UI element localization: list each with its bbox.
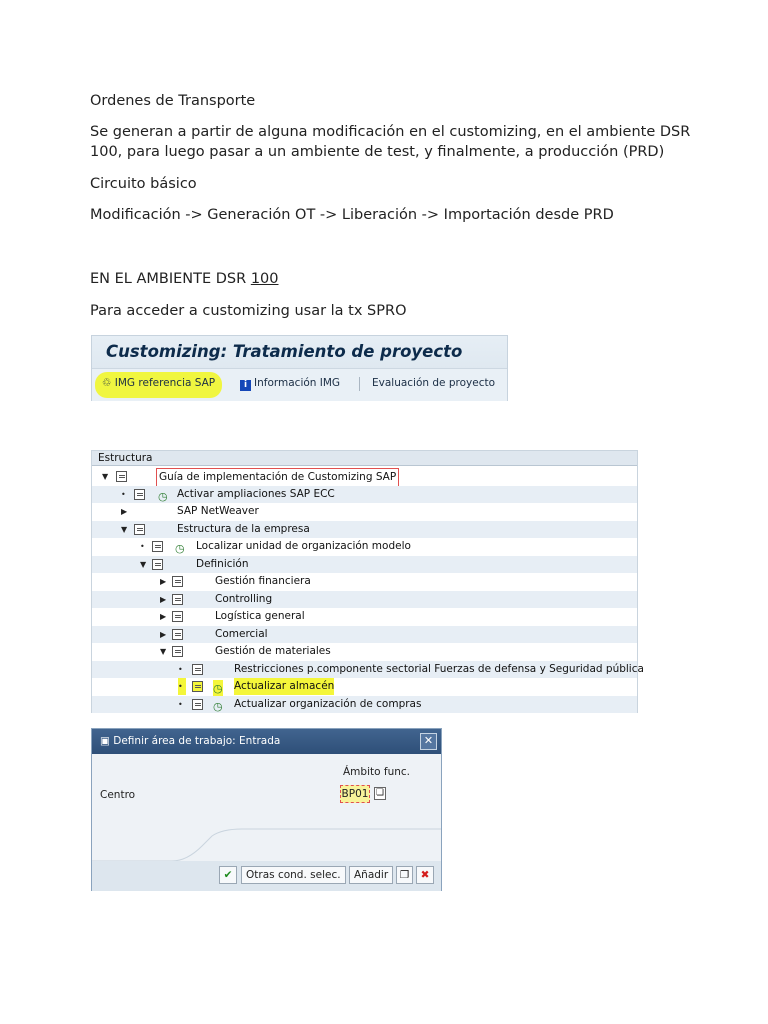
ambiente-number: 100 — [250, 271, 279, 287]
flow-text: Modificación -> Generación OT -> Liberación -> Importación desde PRD — [90, 207, 614, 223]
clock-icon: ◷ — [213, 682, 223, 695]
tree-label: Restricciones p.componente sectorial Fuerzas de defensa y Seguridad pública — [234, 662, 644, 675]
document-icon — [134, 489, 145, 500]
img-tree-screenshot — [91, 450, 644, 713]
tree-row[interactable] — [92, 468, 637, 485]
bullet-icon: • — [121, 489, 126, 499]
img-ref-label: IMG referencia SAP — [114, 377, 216, 389]
glasses-icon: ♲ — [102, 377, 112, 389]
tree-label: SAP NetWeaver — [177, 505, 259, 517]
tree-row[interactable] — [92, 626, 637, 643]
confirm-button[interactable]: ✔ — [219, 866, 237, 884]
tree-label: Controlling — [215, 592, 273, 605]
tree-label: Gestión financiera — [215, 575, 311, 587]
tree-row[interactable] — [92, 696, 637, 713]
other-conditions-button[interactable]: Otras cond. selec. — [241, 866, 346, 884]
tree-row-highlighted[interactable] — [92, 678, 637, 695]
document-icon — [192, 681, 203, 692]
info-img-button[interactable] — [240, 377, 340, 391]
bullet-icon: • — [140, 542, 145, 551]
info-icon: i — [240, 380, 251, 391]
tree-label: Guía de implementación de Customizing SAP — [156, 468, 399, 487]
bullet-icon: • — [178, 664, 183, 674]
document-icon — [192, 699, 203, 710]
customizing-title: Customizing: Tratamiento de proyecto — [106, 342, 463, 361]
tree-row[interactable] — [92, 486, 637, 503]
tree-label: Gestión de materiales — [215, 645, 331, 657]
toolbar-separator — [359, 377, 360, 391]
collapse-icon[interactable]: ▶ — [160, 594, 167, 604]
document-icon — [192, 664, 203, 675]
ambiente-prefix: EN EL AMBIENTE DSR — [90, 271, 251, 287]
collapse-icon[interactable]: ▶ — [160, 612, 167, 621]
tree-label: Logística general — [215, 610, 305, 622]
column-header: Ámbito func. — [343, 766, 410, 778]
document-icon — [172, 594, 183, 605]
collapse-icon[interactable]: ▶ — [160, 577, 167, 586]
info-img-label: Información IMG — [254, 377, 341, 389]
tree-label: Actualizar organización de compras — [234, 697, 422, 710]
copy-icon[interactable]: ❐ — [396, 866, 413, 884]
clock-icon: ◷ — [158, 489, 168, 503]
tree-row[interactable] — [92, 591, 637, 608]
document-icon — [134, 524, 145, 535]
bullet-icon: • — [178, 678, 186, 695]
cancel-icon[interactable]: ✖ — [416, 866, 434, 884]
document-icon — [172, 576, 183, 587]
paragraph-line-1: Se generan a partir de alguna modificación en el customizing, en el ambiente DSR — [90, 124, 691, 140]
expand-icon[interactable]: ▼ — [102, 472, 109, 481]
document-icon — [172, 646, 183, 657]
tree-label: Comercial — [215, 627, 268, 640]
document-icon — [172, 629, 183, 640]
customizing-toolbar — [92, 368, 507, 401]
document-icon — [116, 471, 127, 482]
tree-row[interactable] — [92, 521, 637, 538]
tree-row[interactable] — [92, 573, 637, 590]
tree-label: Estructura de la empresa — [177, 522, 310, 535]
tree-row[interactable] — [92, 608, 637, 625]
centro-label: Centro — [100, 789, 136, 801]
clock-icon: ◷ — [213, 699, 223, 713]
ambiente-heading — [90, 269, 279, 289]
circuito-heading: Circuito básico — [90, 176, 197, 192]
tree-label: Activar ampliaciones SAP ECC — [177, 487, 335, 500]
paragraph-line-2: 100, para luego pasar a un ambiente de test, y finalmente, a producción (PRD) — [90, 144, 665, 160]
add-button[interactable]: Añadir — [349, 866, 393, 884]
tree-row[interactable] — [92, 643, 637, 660]
tree-label: Localizar unidad de organización modelo — [196, 540, 411, 552]
document-icon — [152, 541, 163, 552]
multiple-selection-icon[interactable]: ❏ — [375, 788, 385, 798]
expand-icon[interactable]: ▼ — [121, 524, 128, 534]
tree-label: Definición — [196, 557, 249, 570]
expand-icon[interactable]: ▼ — [140, 559, 147, 569]
dialog-titlebar — [92, 729, 441, 754]
customizing-screenshot — [91, 335, 508, 401]
tree-row[interactable] — [92, 661, 644, 678]
dialog-curve — [92, 821, 441, 863]
dialog-icon: ▣ — [100, 735, 110, 747]
dialog-title: Definir área de trabajo: Entrada — [113, 735, 281, 747]
centro-input[interactable]: BP01 — [340, 785, 370, 803]
document-icon — [172, 611, 183, 622]
acceder-text: Para acceder a customizing usar la tx SPRO — [90, 303, 407, 319]
close-icon[interactable]: ✕ — [420, 733, 437, 750]
tree-header: Estructura — [92, 451, 637, 466]
tree-row[interactable] — [92, 556, 637, 573]
eval-button[interactable]: Evaluación de proyecto — [372, 377, 496, 389]
collapse-icon[interactable]: ▶ — [160, 629, 167, 639]
bullet-icon: • — [178, 699, 183, 709]
collapse-icon[interactable]: ▶ — [121, 507, 128, 516]
document-icon — [152, 559, 163, 570]
img-ref-button[interactable] — [102, 377, 215, 389]
tree-row[interactable] — [92, 538, 637, 555]
clock-icon: ◷ — [175, 542, 185, 555]
work-area-dialog — [91, 728, 442, 891]
doc-title: Ordenes de Transporte — [90, 93, 256, 109]
tree-label: Actualizar almacén — [234, 678, 334, 695]
tree-row[interactable] — [92, 503, 637, 520]
expand-icon[interactable]: ▼ — [160, 647, 167, 656]
